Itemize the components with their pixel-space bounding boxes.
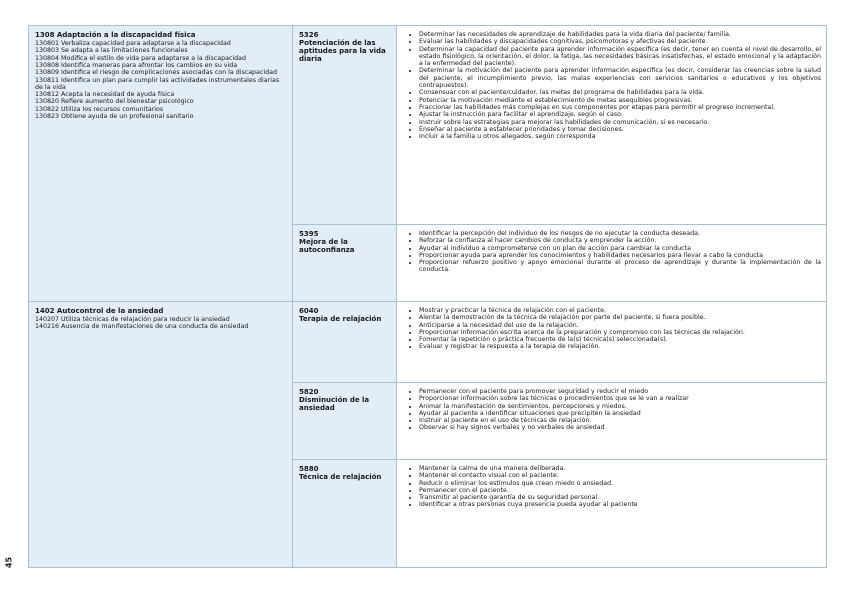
noc-outcome-cell — [29, 26, 293, 302]
nic-code: 5820 — [299, 388, 319, 396]
activity-list — [403, 31, 821, 140]
activity-item: • Permanecer con el paciente para promover seguridad y reducir el miedo — [419, 388, 821, 395]
activity-item: • Mantener la calma de una manera deliberada. — [419, 465, 821, 472]
activity-item: • Fraccionar las habilidades más complejas en sus componentes por etapas para permitir el progreso incremental. — [419, 104, 821, 111]
activity-item: • Instruir sobre las estrategias para mejorar las habilidades de comunicación, si es necesario. — [419, 119, 821, 126]
page-number: 45 — [4, 556, 14, 569]
nic-name: Mejora de la autoconfianza — [299, 238, 355, 255]
activity-item: • Enseñar al paciente a establecer prioridades y tomar decisiones. — [419, 126, 821, 133]
activity-item: • Proporcionar refuerzo positivo y apoyo emocional durante el proceso de aprendizaje y durante la implementación de la conducta. — [419, 259, 821, 274]
activity-item: • Instruir al paciente en el uso de técnicas de relajación. — [419, 417, 821, 424]
table-row — [29, 26, 827, 225]
activity-item: • Proporcionar ayuda para aprender los conocimientos y habilidades necesarios para llevar a cabo la conducta — [419, 252, 821, 259]
nic-code: 5880 — [299, 465, 319, 473]
activity-item: • Ayudar al paciente a identificar situaciones que precipiten la ansiedad — [419, 410, 821, 417]
activity-item: • Fomentar la repetición o práctica frecuente de la(s) técnica(s) seleccionada(s). — [419, 336, 821, 343]
noc-indicator: 130823 Obtiene ayuda de un profesional sanitario — [35, 113, 194, 121]
nic-name: Técnica de relajación — [299, 473, 382, 482]
noc-indicator: 140207 Utiliza técnicas de relajación para reducir la ansiedad — [35, 316, 230, 324]
activity-item: • Ajustar la instrucción para facilitar el aprendizaje, según el caso. — [419, 111, 821, 118]
activity-item: • Determinar la capacidad del paciente para aprender información específica (es decir, tener en cuenta el nivel de desarrollo, el estado fisiológico, la orientación, el dolor, la fatiga, las necesidades básicas insatisfechas, el estado emocional y la adaptación a la enfermedad del paciente). — [419, 46, 821, 68]
noc-title: 1402 Autocontrol de la ansiedad — [35, 307, 164, 315]
activity-item: • Animar la manifestación de sentimientos, percepciones y miedos. — [419, 403, 821, 410]
noc-indicator: 130809 Identifica el riesgo de complicaciones asociadas con la discapacidad — [35, 69, 277, 77]
activity-item: • Determinar las necesidades de aprendizaje de habilidades para la vida diaria del paciente/ familia. — [419, 31, 821, 38]
nic-code: 5326 — [299, 31, 319, 39]
activity-item: • Transmitir al paciente garantía de su seguridad personal. — [419, 494, 821, 501]
activity-list — [403, 465, 821, 509]
nic-intervention-cell — [293, 460, 397, 568]
noc-title: 1308 Adaptación a la discapacidad física — [35, 31, 196, 39]
nic-code: 6040 — [299, 307, 319, 315]
activity-item: • Reforzar la confianza al hacer cambios de conducta y emprender la acción. — [419, 237, 821, 244]
activities-cell — [397, 383, 827, 460]
nic-name: Potenciación de las aptitudes para la vida diaria — [299, 39, 386, 64]
noc-indicator: 130801 Verbaliza capacidad para adaptarse a la discapacidad — [35, 40, 231, 48]
activity-list — [403, 307, 821, 351]
care-plan-table — [28, 25, 827, 568]
noc-indicator: 130820 Refiere aumento del bienestar psicológico — [35, 98, 194, 106]
nic-name: Terapia de relajación — [299, 315, 382, 324]
activity-item: • Anticiparse a la necesidad del uso de la relajación. — [419, 322, 821, 329]
nic-intervention-cell — [293, 26, 397, 225]
activity-item: • Evaluar y registrar la respuesta a la terapia de relajación. — [419, 343, 821, 350]
noc-indicator: 130804 Modifica el estilo de vida para adaptarse a la discapacidad — [35, 54, 246, 62]
noc-indicator: 130811 Identifica un plan para cumplir las actividades instrumentales diarias de la vida — [35, 76, 280, 91]
activity-item: • Proporcionar información escrita acerca de la preparación y compromiso con las técnicas de relajación. — [419, 329, 821, 336]
nic-code: 5395 — [299, 230, 319, 238]
activity-item: • Permanecer con el paciente. — [419, 487, 821, 494]
noc-indicator: 140216 Ausencia de manifestaciones de una conducta de ansiedad — [35, 323, 249, 331]
noc-indicator: 130812 Acepta la necesidad de ayuda física — [35, 91, 175, 99]
activity-item: • Mantener el contacto visual con el paciente. — [419, 472, 821, 479]
activity-item: • Ayudar al individuo a comprometerse con un plan de acción para cambiar la conducta — [419, 245, 821, 252]
nic-intervention-cell — [293, 302, 397, 383]
activity-item: • Identificar a otras personas cuya presencia pueda ayudar al paciente — [419, 501, 821, 508]
nic-name: Disminución de la ansiedad — [299, 396, 370, 413]
noc-outcome-cell — [29, 302, 293, 568]
activity-item: • Identificar la percepción del individuo de los riesgos de no ejecutar la conducta deseada. — [419, 230, 821, 237]
activity-item: • Reducir o eliminar los estímulos que crean miedo o ansiedad. — [419, 480, 821, 487]
activities-cell — [397, 302, 827, 383]
noc-indicator: 130803 Se adapta a las limitaciones funcionales — [35, 47, 188, 55]
noc-indicator: 130808 Identifica maneras para afrontar los cambios en su vida — [35, 62, 238, 69]
activities-cell — [397, 225, 827, 302]
activity-item: • Evaluar las habilidades y discapacidades cognitivas, psicomotoras y afectivas del paciente. — [419, 38, 821, 45]
activity-item: • Alentar la demostración de la técnica de relajación por parte del paciente, si fuera posible. — [419, 314, 821, 321]
activity-item: • Proporcionar información sobre las técnicas o procedimientos que se le van a realizar — [419, 395, 821, 402]
table-row — [29, 302, 827, 383]
nic-intervention-cell — [293, 383, 397, 460]
activity-item: • Consensuar con el paciente/cuidador, las metas del programa de habilidades para la vida. — [419, 89, 821, 96]
activity-list — [403, 230, 821, 274]
activity-list — [403, 388, 821, 432]
noc-indicator: 130822 Utiliza los recursos comunitarios — [35, 105, 164, 113]
activity-item: • Observar si hay signos verbales y no verbales de ansiedad — [419, 424, 821, 431]
activity-item: • Determinar la motivación del paciente para aprender información específica (es decir, considerar las creencias sobre la salud del paciente, el incumplimiento previo, las malas experiencias con servicios sanitarios o educativos y los objetivos contrapuestos). — [419, 67, 821, 89]
activities-cell — [397, 460, 827, 568]
activity-item: • Potenciar la motivación mediante el establecimiento de metas asequibles progresivas. — [419, 97, 821, 104]
activity-item: • Incluir a la familia u otros allegados, según corresponda — [419, 133, 821, 140]
nic-intervention-cell — [293, 225, 397, 302]
activities-cell — [397, 26, 827, 225]
activity-item: • Mostrar y practicar la técnica de relajación con el paciente. — [419, 307, 821, 314]
